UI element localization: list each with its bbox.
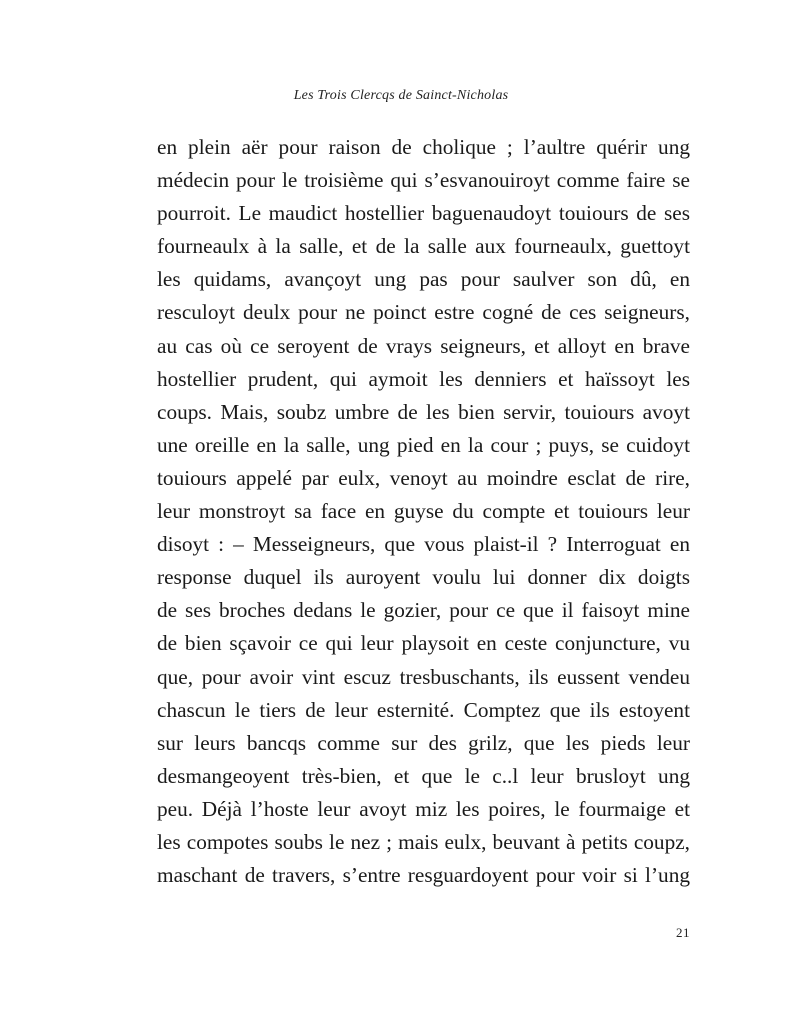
text-line: médecin pour le troisième qui s’esvanouiroyt comme faire se xyxy=(157,168,690,193)
text-line: pourroit. Le maudict hostellier baguenaudoyt touiours de ses xyxy=(157,201,690,226)
text-line: que, pour avoir vint escuz tresbuschants, ils eussent vendeu xyxy=(157,664,690,689)
text-line: fourneaulx à la salle, et de la salle aux fourneaulx, guettoyt xyxy=(157,234,690,259)
running-head: Les Trois Clercqs de Sainct-Nicholas xyxy=(293,88,509,103)
text-line: de bien sçavoir ce qui leur playsoit en ceste conjuncture, vu xyxy=(157,631,690,656)
text-line: coups. Mais, soubz umbre de les bien servir, touiours avoyt xyxy=(157,399,690,424)
text-line: touiours appelé par eulx, venoyt au moindre esclat de rire, xyxy=(157,465,690,490)
text-line: chascun le tiers de leur esternité. Comptez que ils estoyent xyxy=(157,697,690,722)
page-number: 21 xyxy=(676,925,690,940)
text-line: en plein aër pour raison de cholique ; l’aultre quérir ung xyxy=(157,135,690,159)
text-line: desmangeoyent très-bien, et que le c..l leur brusloyt ung xyxy=(157,763,690,788)
body-text xyxy=(157,131,690,892)
text-line: response duquel ils auroyent voulu lui donner dix doigts xyxy=(157,565,690,590)
text-line: les compotes soubs le nez ; mais eulx, beuvant à petits coupz, xyxy=(157,829,690,854)
text-line: hostellier prudent, qui aymoit les denniers et haïssoyt les xyxy=(157,366,690,391)
text-line: resculoyt deulx pour ne poinct estre cogné de ces seigneurs, xyxy=(157,300,690,325)
text-line: disoyt : – Messeigneurs, que vous plaist-il ? Interroguat en xyxy=(157,532,690,557)
text-line: une oreille en la salle, ung pied en la cour ; puys, se cuidoyt xyxy=(157,432,690,457)
text-line: au cas où ce seroyent de vrays seigneurs, et alloyt en brave xyxy=(157,333,690,358)
text-line: sur leurs bancqs comme sur des grilz, que les pieds leur xyxy=(157,730,690,755)
text-line: de ses broches dedans le gozier, pour ce que il faisoyt mine xyxy=(157,598,690,623)
text-line: peu. Déjà l’hoste leur avoyt miz les poires, le fourmaige et xyxy=(157,796,690,821)
text-line: maschant de travers, s’entre resguardoyent pour voir si l’ung xyxy=(157,863,690,888)
text-line: leur monstroyt sa face en guyse du compte et touiours leur xyxy=(157,499,690,524)
text-line: les quidams, avançoyt ung pas pour saulver son dû, en xyxy=(157,267,690,292)
